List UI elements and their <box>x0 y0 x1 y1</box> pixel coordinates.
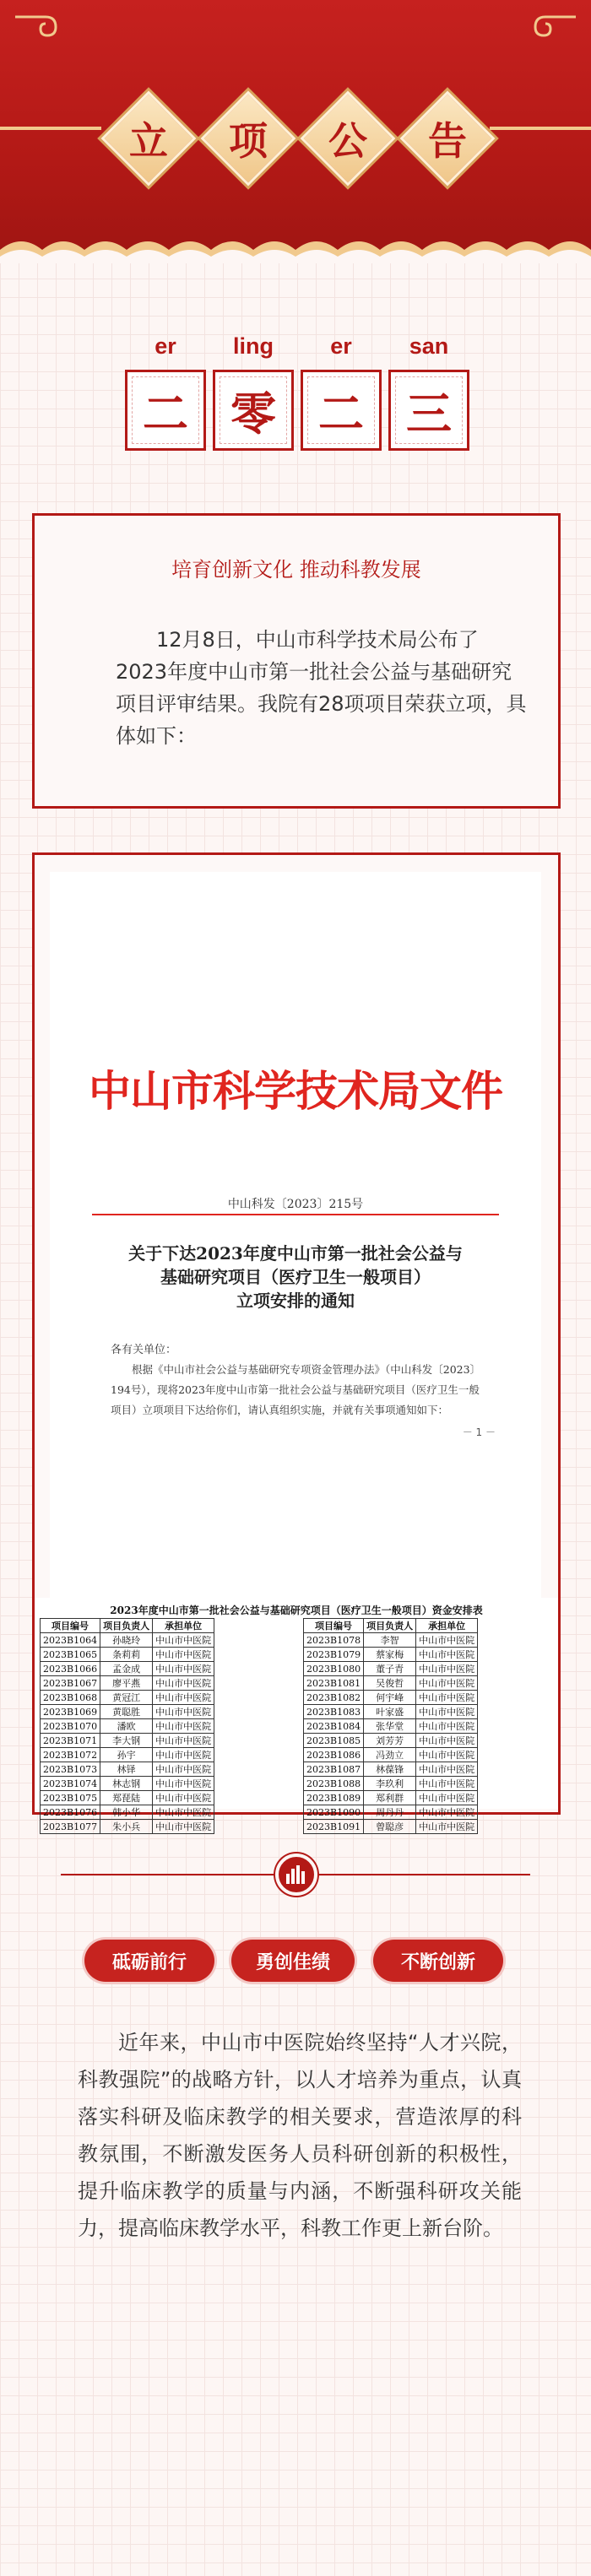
unit-cell: 中山市中医院 <box>416 1676 478 1691</box>
intro-paragraph: 12月8日，中山市科学技术局公布了2023年度中山市第一批社会公益与基础研究项目评审结果。我院有28项项目荣获立项，具体如下： <box>116 628 527 748</box>
column-header: 项目编号 <box>304 1619 364 1633</box>
project-id-cell: 2023B1085 <box>304 1734 364 1748</box>
banner-diamond <box>400 91 495 186</box>
leader-cell: 韩小华 <box>100 1805 153 1820</box>
project-id-cell: 2023B1078 <box>304 1633 364 1648</box>
table-row <box>304 1791 478 1805</box>
unit-cell: 中山市中医院 <box>153 1777 214 1791</box>
leader-cell: 李智 <box>364 1633 416 1648</box>
banner-diamond <box>301 91 395 186</box>
table-row <box>41 1777 214 1791</box>
unit-cell: 中山市中医院 <box>416 1820 478 1834</box>
table-row <box>304 1762 478 1777</box>
document-title-line: 立项安排的通知 <box>236 1291 355 1311</box>
cloud-wave-icon <box>0 230 591 263</box>
unit-cell: 中山市中医院 <box>153 1662 214 1676</box>
table-row <box>41 1734 214 1748</box>
unit-cell: 中山市中医院 <box>153 1676 214 1691</box>
year-char: 二 <box>143 387 188 441</box>
table-row <box>304 1633 478 1648</box>
pinyin-label: san <box>409 333 449 359</box>
leader-cell: 黄冠江 <box>100 1691 153 1705</box>
year-char-box <box>388 370 469 451</box>
leader-cell: 孟金成 <box>100 1662 153 1676</box>
slogan-pill: 砥砺前行 <box>84 1940 214 1982</box>
intro-box <box>32 513 561 809</box>
banner-char: 告 <box>428 118 467 164</box>
unit-cell: 中山市中医院 <box>416 1691 478 1705</box>
leader-cell: 孙宇 <box>100 1748 153 1762</box>
leader-cell: 朱小兵 <box>100 1820 153 1834</box>
project-id-cell: 2023B1086 <box>304 1748 364 1762</box>
leader-cell: 林葆锋 <box>364 1762 416 1777</box>
table-row <box>41 1719 214 1734</box>
project-id-cell: 2023B1070 <box>41 1719 100 1734</box>
leader-cell: 叶家盛 <box>364 1705 416 1719</box>
column-header: 项目负责人 <box>100 1619 153 1633</box>
project-id-cell: 2023B1088 <box>304 1777 364 1791</box>
banner-diamond <box>201 91 296 186</box>
table-row <box>41 1791 214 1805</box>
unit-cell: 中山市中医院 <box>416 1791 478 1805</box>
leader-cell: 何宇峰 <box>364 1691 416 1705</box>
banner-diamond <box>101 91 196 186</box>
table-row <box>41 1633 214 1648</box>
project-id-cell: 2023B1066 <box>41 1662 100 1676</box>
unit-cell: 中山市中医院 <box>153 1734 214 1748</box>
unit-cell: 中山市中医院 <box>416 1805 478 1820</box>
table-row <box>304 1734 478 1748</box>
document-box <box>32 852 561 1832</box>
official-document <box>50 872 541 1699</box>
document-title <box>50 1242 541 1312</box>
project-id-cell: 2023B1071 <box>41 1734 100 1748</box>
header-banner <box>0 0 591 263</box>
skyline-icon <box>275 1854 317 1896</box>
table-row <box>304 1705 478 1719</box>
project-id-cell: 2023B1084 <box>304 1719 364 1734</box>
slogan-pill: 勇创佳绩 <box>231 1940 355 1982</box>
year-char-box <box>125 370 206 451</box>
unit-cell: 中山市中医院 <box>153 1820 214 1834</box>
document-page-number: － 1 － <box>462 1426 496 1438</box>
table-row <box>304 1719 478 1734</box>
unit-cell: 中山市中医院 <box>153 1762 214 1777</box>
leader-cell: 黄聪胜 <box>100 1705 153 1719</box>
project-id-cell: 2023B1068 <box>41 1691 100 1705</box>
document-header: 中山市科学技术局文件 <box>89 1066 502 1116</box>
banner-char: 项 <box>229 118 268 164</box>
unit-cell: 中山市中医院 <box>416 1762 478 1777</box>
unit-cell: 中山市中医院 <box>416 1662 478 1676</box>
table-right <box>303 1618 478 1834</box>
leader-cell: 蔡家梅 <box>364 1648 416 1662</box>
slogan-pill: 不断创新 <box>373 1940 503 1982</box>
banner-line <box>490 127 591 130</box>
unit-cell: 中山市中医院 <box>153 1791 214 1805</box>
unit-cell: 中山市中医院 <box>153 1748 214 1762</box>
unit-cell: 中山市中医院 <box>153 1691 214 1705</box>
year-char-box <box>213 370 294 451</box>
project-id-cell: 2023B1076 <box>41 1805 100 1820</box>
leader-cell: 董子青 <box>364 1662 416 1676</box>
project-id-cell: 2023B1069 <box>41 1705 100 1719</box>
slogan: 培育创新文化 推动科教发展 <box>171 558 421 582</box>
leader-cell: 张华堂 <box>364 1719 416 1734</box>
document-title-line: 基础研究项目（医疗卫生一般项目） <box>160 1267 431 1287</box>
unit-cell: 中山市中医院 <box>416 1705 478 1719</box>
leader-cell: 郑利群 <box>364 1791 416 1805</box>
leader-cell: 冯劲立 <box>364 1748 416 1762</box>
year-char: 三 <box>406 387 452 441</box>
project-id-cell: 2023B1080 <box>304 1662 364 1676</box>
table-row <box>304 1676 478 1691</box>
table-row <box>41 1676 214 1691</box>
leader-cell: 李玖利 <box>364 1777 416 1791</box>
banner-char: 公 <box>328 118 367 164</box>
leader-cell: 潘欧 <box>100 1719 153 1734</box>
project-id-cell: 2023B1064 <box>41 1633 100 1648</box>
year-char-box <box>301 370 382 451</box>
funding-table <box>35 1598 558 1832</box>
project-id-cell: 2023B1074 <box>41 1777 100 1791</box>
project-id-cell: 2023B1079 <box>304 1648 364 1662</box>
unit-cell: 中山市中医院 <box>153 1805 214 1820</box>
year-char: 二 <box>318 387 364 441</box>
column-header: 承担单位 <box>416 1619 478 1633</box>
table-row <box>41 1648 214 1662</box>
table-row <box>41 1662 214 1676</box>
project-id-cell: 2023B1082 <box>304 1691 364 1705</box>
banner-line <box>0 127 101 130</box>
unit-cell: 中山市中医院 <box>416 1734 478 1748</box>
project-id-cell: 2023B1083 <box>304 1705 364 1719</box>
table-row <box>304 1805 478 1820</box>
unit-cell: 中山市中医院 <box>416 1748 478 1762</box>
banner-char: 立 <box>129 118 168 164</box>
project-id-cell: 2023B1090 <box>304 1805 364 1820</box>
table-title: 2023年度中山市第一批社会公益与基础研究项目（医疗卫生一般项目）资金安排表 <box>110 1605 483 1616</box>
unit-cell: 中山市中医院 <box>153 1648 214 1662</box>
table-row <box>304 1777 478 1791</box>
leader-cell: 李大钢 <box>100 1734 153 1748</box>
table-row <box>304 1691 478 1705</box>
table-row <box>41 1805 214 1820</box>
table-left <box>40 1618 214 1834</box>
leader-cell: 孙晓玲 <box>100 1633 153 1648</box>
project-id-cell: 2023B1081 <box>304 1676 364 1691</box>
column-header: 项目编号 <box>41 1619 100 1633</box>
document-red-rule <box>92 1214 499 1215</box>
table-row <box>304 1662 478 1676</box>
document-body: 根据《中山市社会公益与基础研究专项资金管理办法》（中山科发〔2023〕194号），现将2023年度中山市第一批社会公益与基础研究项目（医疗卫生一般项目）立项项目下达给你们，请认真组织实施，并就有关事项通知如下： <box>111 1363 481 1416</box>
project-id-cell: 2023B1075 <box>41 1791 100 1805</box>
unit-cell: 中山市中医院 <box>416 1648 478 1662</box>
table-row <box>304 1648 478 1662</box>
table-row <box>304 1748 478 1762</box>
table-row <box>41 1705 214 1719</box>
pinyin-label: ling <box>233 333 274 359</box>
document-salutation: 各有关单位： <box>111 1344 177 1356</box>
table-row <box>304 1820 478 1834</box>
leader-cell: 条莉莉 <box>100 1648 153 1662</box>
column-header: 项目负责人 <box>364 1619 416 1633</box>
leader-cell: 廖平燕 <box>100 1676 153 1691</box>
project-id-cell: 2023B1087 <box>304 1762 364 1777</box>
leader-cell: 曾聪彦 <box>364 1820 416 1834</box>
project-id-cell: 2023B1089 <box>304 1791 364 1805</box>
table-row <box>41 1762 214 1777</box>
leader-cell: 周丹丹 <box>364 1805 416 1820</box>
cloud-ornament-icon <box>12 12 71 46</box>
project-id-cell: 2023B1065 <box>41 1648 100 1662</box>
leader-cell: 林志钢 <box>100 1777 153 1791</box>
document-number: 中山科发〔2023〕215号 <box>227 1198 364 1211</box>
unit-cell: 中山市中医院 <box>416 1719 478 1734</box>
project-id-cell: 2023B1067 <box>41 1676 100 1691</box>
column-header: 承担单位 <box>153 1619 214 1633</box>
pinyin-label: er <box>330 333 352 359</box>
project-id-cell: 2023B1073 <box>41 1762 100 1777</box>
year-char: 零 <box>230 387 276 441</box>
pinyin-label: er <box>155 333 176 359</box>
unit-cell: 中山市中医院 <box>153 1719 214 1734</box>
unit-cell: 中山市中医院 <box>416 1777 478 1791</box>
project-id-cell: 2023B1077 <box>41 1820 100 1834</box>
project-id-cell: 2023B1091 <box>304 1820 364 1834</box>
project-id-cell: 2023B1072 <box>41 1748 100 1762</box>
document-title-line: 关于下达2023年度中山市第一批社会公益与 <box>128 1243 463 1264</box>
table-row <box>41 1748 214 1762</box>
leader-cell: 刘芳芳 <box>364 1734 416 1748</box>
cloud-ornament-icon <box>520 12 579 46</box>
leader-cell: 吴俊哲 <box>364 1676 416 1691</box>
table-row <box>41 1820 214 1834</box>
leader-cell: 郑琵陆 <box>100 1791 153 1805</box>
unit-cell: 中山市中医院 <box>153 1705 214 1719</box>
leader-cell: 林铎 <box>100 1762 153 1777</box>
unit-cell: 中山市中医院 <box>153 1633 214 1648</box>
table-row <box>41 1691 214 1705</box>
unit-cell: 中山市中医院 <box>416 1633 478 1648</box>
closing-paragraph: 近年来，中山市中医院始终坚持“人才兴院，科教强院”的战略方针，以人才培养为重点，认真落实科研及临床教学的相关要求，营造浓厚的科教氛围，不断激发医务人员科研创新的积极性，提升临床教学的质量与内涵，不断强科研攻关能力，提高临床教学水平，科教工作更上新台阶。 <box>78 2031 522 2240</box>
